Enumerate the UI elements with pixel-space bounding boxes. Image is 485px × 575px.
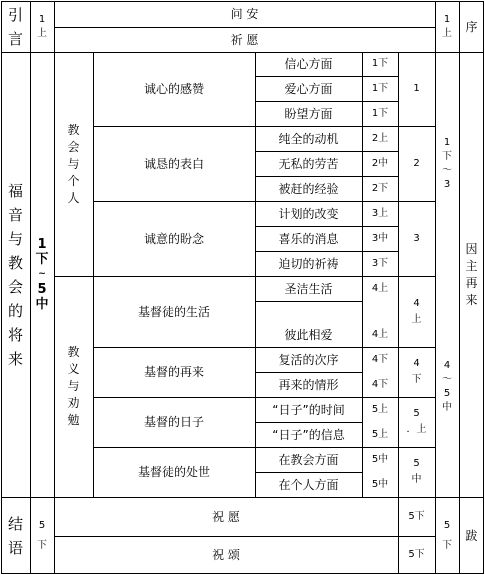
item-label: 无私的劳苦: [278, 156, 339, 171]
closing-section: 祝 颂: [212, 548, 240, 562]
topic-week: 3: [413, 232, 420, 244]
topic-title: 基督的日子: [143, 415, 204, 429]
item-label: 盼望方面: [284, 106, 333, 121]
closing-week: 5 下: [37, 519, 47, 551]
main-type: 因 主 再 来: [465, 241, 478, 307]
item-week: 5上: [371, 428, 389, 440]
closing-label: 结 语: [7, 514, 23, 557]
topic-week: 4 下: [411, 358, 422, 385]
intro-week: 1 上: [37, 13, 47, 39]
item-week: 3上: [371, 207, 389, 219]
topic-title: 基督徒的处世: [137, 465, 210, 479]
item-week: 2中: [371, 157, 389, 169]
item-label: 复活的次序: [278, 352, 339, 367]
topic-week: 1: [413, 83, 420, 94]
item-label: 在个人方面: [278, 477, 339, 492]
item-week: 2上: [371, 132, 389, 144]
topic-title: 基督的再来: [143, 365, 204, 379]
item-label: 爱心方面: [284, 81, 333, 96]
intro-label: 引 言: [7, 5, 23, 48]
item-label: 圣洁生活: [284, 281, 333, 296]
closing-section: 祝 愿: [212, 509, 240, 524]
topic-week: 2: [413, 157, 420, 169]
item-week: 3下: [371, 257, 389, 269]
item-label: 被赶的经验: [278, 181, 339, 196]
closing-week-right: 5 下: [442, 519, 452, 551]
intro-type: 序: [465, 19, 478, 34]
topic-title: 诚心的感赞: [143, 82, 204, 96]
topic-title: 基督徒的生活: [137, 304, 210, 319]
item-label: 迫切的祈祷: [278, 256, 339, 271]
closing-section-week: 5下: [408, 549, 425, 560]
item-week: 4上: [371, 329, 389, 340]
topic-week: 5 中: [411, 458, 422, 485]
item-label: “日子”的信息: [272, 427, 345, 442]
item-week: 4上: [371, 282, 389, 294]
item-week: 1下: [371, 58, 389, 69]
item-label: 再来的情形: [278, 377, 339, 392]
part-weeks: 1 下 ～ 3: [442, 137, 452, 190]
item-week: 1下: [371, 107, 389, 119]
item-label: “日子”的时间: [272, 402, 345, 417]
part-title: 教 会 与 个 人: [67, 122, 80, 205]
closing-section-week: 5下: [408, 510, 425, 522]
topic-week: 5 ．上: [406, 408, 427, 435]
intro-section: 问 安: [230, 7, 259, 21]
main-label: 福 音 与 教 会 的 将 来: [7, 181, 23, 368]
intro-section: 祈 愿: [230, 32, 259, 47]
item-week: 4下: [371, 378, 389, 390]
intro-week-right: 1 上: [442, 13, 452, 39]
part-weeks: 4 ～ 5 中: [442, 359, 452, 413]
item-week: 3中: [371, 232, 389, 244]
item-label: 喜乐的消息: [278, 231, 339, 246]
topic-title: 诚恳的表白: [143, 156, 204, 171]
item-week: 4下: [371, 353, 389, 365]
closing-type: 跋: [465, 528, 478, 543]
item-label: 纯全的动机: [278, 131, 339, 146]
main-weeks: 1 下 ~ 5 中: [35, 237, 49, 312]
item-week: 2下: [371, 182, 389, 194]
item-week: 5上: [371, 403, 389, 415]
topic-title: 诚意的盼念: [143, 231, 204, 246]
item-week: 1下: [371, 82, 389, 94]
item-week: 5中: [371, 453, 389, 465]
item-label: 信心方面: [284, 57, 333, 71]
part-title: 教 义 与 劝 勉: [67, 345, 80, 427]
item-label: 彼此相爱: [284, 328, 333, 342]
item-label: 在教会方面: [278, 452, 339, 467]
topic-week: 4 上: [411, 297, 422, 325]
item-label: 计划的改变: [278, 206, 339, 221]
item-week: 5中: [371, 478, 389, 490]
